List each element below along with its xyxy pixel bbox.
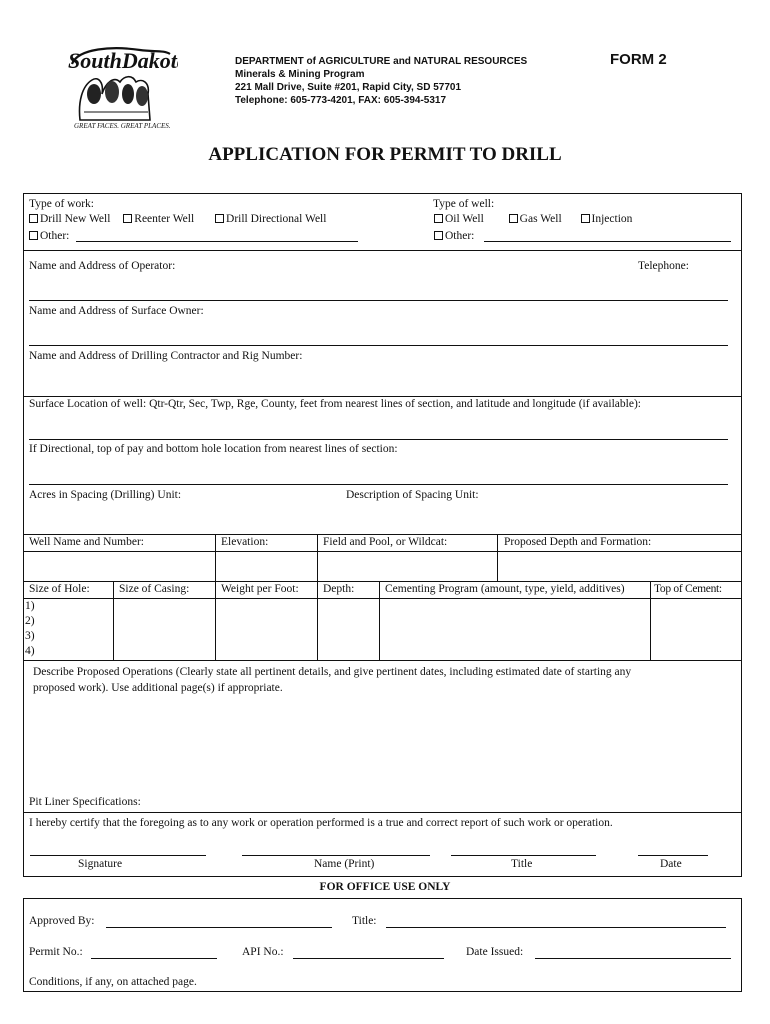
signature-label: Signature xyxy=(78,858,123,870)
elevation-header: Elevation: xyxy=(221,536,269,548)
directional-label: If Directional, top of pay and bottom hole location from nearest lines of section: xyxy=(29,443,398,455)
surface-owner-label: Name and Address of Surface Owner: xyxy=(29,305,204,317)
approved-by-input[interactable] xyxy=(106,927,332,928)
permit-no-input[interactable] xyxy=(91,958,217,959)
field-pool-input[interactable] xyxy=(318,552,496,580)
date-issued-label: Date Issued: xyxy=(466,946,524,958)
drill-directional-well-checkbox[interactable]: Drill Directional Well xyxy=(215,213,326,225)
elevation-input[interactable] xyxy=(216,552,316,580)
top-of-cement-header: Top of Cement: xyxy=(654,583,722,595)
surface-location-input[interactable] xyxy=(29,439,728,440)
date-input[interactable] xyxy=(638,855,708,856)
name-print-input[interactable] xyxy=(242,855,430,856)
acres-spacing-label: Acres in Spacing (Drilling) Unit: xyxy=(29,489,182,501)
reenter-well-checkbox[interactable]: Reenter Well xyxy=(123,213,194,225)
form-title: APPLICATION FOR PERMIT TO DRILL xyxy=(208,144,562,165)
svg-text:SouthDakota: SouthDakota xyxy=(68,48,178,73)
date-label: Date xyxy=(660,858,682,870)
office-title-label: Title: xyxy=(352,915,377,927)
approved-by-label: Approved By: xyxy=(29,915,95,927)
department-address: 221 Mall Drive, Suite #201, Rapid City, SD 57701 xyxy=(235,82,462,93)
drill-new-well-checkbox[interactable]: Drill New Well xyxy=(29,213,110,225)
date-issued-input[interactable] xyxy=(535,958,731,959)
spacing-description-label: Description of Spacing Unit: xyxy=(346,489,479,501)
program-name: Minerals & Mining Program xyxy=(235,69,365,80)
injection-checkbox[interactable]: Injection xyxy=(581,213,633,225)
size-of-casing-header: Size of Casing: xyxy=(119,583,190,595)
title-input[interactable] xyxy=(451,855,596,856)
proposed-operations-input[interactable] xyxy=(28,700,738,790)
casing-row-label: 2) xyxy=(25,615,35,627)
directional-input[interactable] xyxy=(29,484,728,485)
well-name-input[interactable] xyxy=(24,552,214,580)
cementing-program-header: Cementing Program (amount, type, yield, additives) xyxy=(385,583,625,595)
work-other-checkbox[interactable]: Other: xyxy=(29,230,69,242)
pit-liner-label: Pit Liner Specifications: xyxy=(29,796,141,808)
permit-no-label: Permit No.: xyxy=(29,946,83,958)
surface-owner-input[interactable] xyxy=(29,345,728,346)
operator-label: Name and Address of Operator: xyxy=(29,260,176,272)
office-use-heading: FOR OFFICE USE ONLY xyxy=(319,881,451,893)
casing-row-label: 3) xyxy=(25,630,35,642)
weight-per-foot-header: Weight per Foot: xyxy=(221,583,299,595)
proposed-operations-label: Describe Proposed Operations (Clearly state all pertinent details, and give pertinent dates, including estimated date of starting any proposed work). Use additional page(s) if appropriate. xyxy=(33,666,632,694)
api-no-label: API No.: xyxy=(242,946,284,958)
department-phone: Telephone: 605-773-4201, FAX: 605-394-5317 xyxy=(235,95,447,106)
work-other-input[interactable] xyxy=(76,241,358,242)
depth-header: Depth: xyxy=(323,583,355,595)
casing-table-input-area[interactable] xyxy=(40,600,740,658)
department-name: DEPARTMENT of AGRICULTURE and NATURAL RESOURCES xyxy=(235,56,528,67)
field-pool-header: Field and Pool, or Wildcat: xyxy=(323,536,448,548)
size-of-hole-header: Size of Hole: xyxy=(29,583,90,595)
type-of-well-label: Type of well: xyxy=(433,198,495,210)
surface-location-label: Surface Location of well: Qtr-Qtr, Sec, Twp, Rge, County, feet from nearest lines of section, and latitude and longitude (if available): xyxy=(29,398,641,410)
state-logo xyxy=(58,42,178,137)
well-other-checkbox[interactable]: Other: xyxy=(434,230,474,242)
proposed-depth-header: Proposed Depth and Formation: xyxy=(504,536,652,548)
operator-input[interactable] xyxy=(29,300,728,301)
api-no-input[interactable] xyxy=(293,958,444,959)
casing-row-label: 4) xyxy=(25,645,35,657)
office-title-input[interactable] xyxy=(386,927,726,928)
name-print-label: Name (Print) xyxy=(314,858,375,870)
casing-row-label: 1) xyxy=(25,600,35,612)
conditions-note: Conditions, if any, on attached page. xyxy=(29,976,197,988)
operator-telephone-label: Telephone: xyxy=(638,260,689,272)
logo-tagline: GREAT FACES. GREAT PLACES. xyxy=(74,122,171,130)
well-name-header: Well Name and Number: xyxy=(29,536,144,548)
oil-well-checkbox[interactable]: Oil Well xyxy=(434,213,484,225)
well-other-input[interactable] xyxy=(484,241,731,242)
department-header xyxy=(235,55,527,107)
type-of-work-label: Type of work: xyxy=(29,198,94,210)
proposed-depth-input[interactable] xyxy=(498,552,741,580)
signature-input[interactable] xyxy=(30,855,206,856)
form-number: FORM 2 xyxy=(610,51,667,68)
drilling-contractor-label: Name and Address of Drilling Contractor and Rig Number: xyxy=(29,350,303,362)
title-label: Title xyxy=(511,858,533,870)
certification-statement: I hereby certify that the foregoing as to any work or operation performed is a true and correct report of such work or operation. xyxy=(29,817,613,829)
gas-well-checkbox[interactable]: Gas Well xyxy=(509,213,562,225)
